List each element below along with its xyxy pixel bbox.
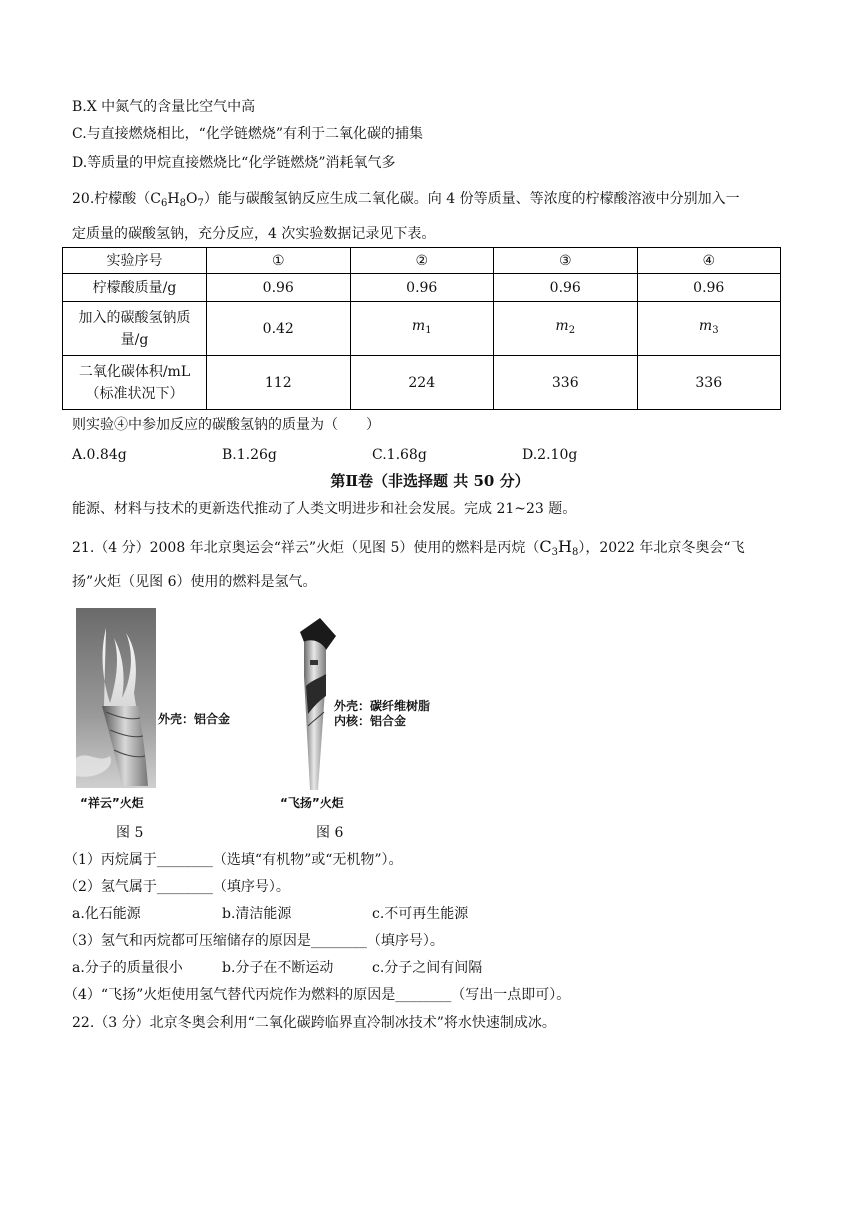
table-cell: ③ — [494, 248, 638, 274]
q20-text-a: 20.柠檬酸（ — [72, 191, 151, 207]
q20-text-b: ）能与碳酸氢钠反应生成二氧化碳。向 4 份等质量、等浓度的柠檬酸溶液中分别加入一 — [203, 191, 740, 207]
q22-stem: 22.（3 分）北京冬奥会利用“二氧化碳跨临界直冷制冰技术”将水快速制成冰。 — [72, 1015, 556, 1031]
q21-sub2: （2）氢气属于________（填序号）。 — [64, 879, 290, 895]
fig5-caption: “祥云”火炬 — [80, 796, 144, 810]
intro-text: 能源、材料与技术的更新迭代推动了人类文明进步和社会发展。完成 21~23 题。 — [72, 501, 577, 517]
q21-sub1: （1）丙烷属于________（选填“有机物”或“无机物”）。 — [64, 852, 403, 868]
table-cell: 柠檬酸质量/g — [63, 274, 207, 302]
table-cell: 实验序号 — [63, 248, 207, 274]
q20-option-b: B.1.26g — [222, 447, 277, 463]
citric-acid-formula: $C_6H_8O_7$ — [150, 191, 204, 209]
xiangyun-torch-image — [76, 608, 156, 788]
q21-sub2-option-c: c.不可再生能源 — [372, 906, 469, 922]
q21-sub3-option-c: c.分子之间有间隔 — [372, 960, 483, 976]
table-cell: 二氧化碳体积/mL （标准状况下） — [63, 356, 207, 410]
table-cell: 0.96 — [207, 274, 351, 302]
table-cell: ① — [207, 248, 351, 274]
q21-sub2-option-a: a.化石能源 — [72, 906, 141, 922]
table-cell: $m_1$ — [350, 302, 494, 356]
table-cell: 0.96 — [350, 274, 494, 302]
q21-sub3: （3）氢气和丙烷都可压缩储存的原因是________（填序号）。 — [64, 933, 444, 949]
q21-sub2-option-b: b.清洁能源 — [222, 906, 292, 922]
fig6-caption: “飞扬”火炬 — [280, 796, 344, 810]
q21-text-b: ），2022 年北京冬奥会“飞 — [578, 540, 745, 556]
option-b-text: B.X 中氮气的含量比空气中高 — [72, 99, 256, 115]
table-cell: 0.96 — [637, 274, 781, 302]
table-row — [63, 274, 781, 302]
table-cell: 0.96 — [494, 274, 638, 302]
fig5-shell-label: 外壳：铝合金 — [158, 712, 231, 726]
propane-formula: $C_3H_8$ — [539, 537, 579, 558]
q20-stem-line2: 定质量的碳酸氢钠，充分反应，4 次实验数据记录见下表。 — [72, 226, 436, 242]
table-cell: $m_2$ — [494, 302, 638, 356]
table-row — [63, 356, 781, 410]
q21-stem-line1 — [72, 537, 745, 563]
option-d-text: D.等质量的甲烷直接燃烧比“化学链燃烧”消耗氧气多 — [72, 155, 396, 171]
q20-stem-line1 — [72, 189, 740, 214]
table-cell: 0.42 — [207, 302, 351, 356]
fig6-number: 图 6 — [316, 825, 344, 841]
fig6-core-label: 内核：铝合金 — [334, 714, 407, 728]
feiyang-torch-image — [292, 616, 338, 792]
q20-option-c: C.1.68g — [372, 447, 427, 463]
table-cell: ② — [350, 248, 494, 274]
section-heading: 第Ⅱ卷（非选择题 共 50 分） — [330, 472, 530, 490]
q20-question: 则实验④中参加反应的碳酸氢钠的质量为（ ） — [72, 417, 380, 433]
table-cell: $m_3$ — [637, 302, 781, 356]
table-header-row — [63, 248, 781, 274]
table-cell: 336 — [637, 356, 781, 410]
option-c-text: C.与直接燃烧相比，“化学链燃烧”有利于二氧化碳的捕集 — [72, 126, 423, 142]
q21-sub4: （4）“飞扬”火炬使用氢气替代丙烷作为燃料的原因是________（写出一点即可）。 — [64, 987, 571, 1003]
q21-text-a: 21.（4 分）2008 年北京奥运会“祥云”火炬（见图 5）使用的燃料是丙烷（ — [72, 540, 540, 556]
q20-option-d: D.2.10g — [522, 447, 578, 463]
fig5-number: 图 5 — [116, 825, 144, 841]
fig6-shell-label: 外壳：碳纤维树脂 — [334, 699, 431, 713]
table-cell: 224 — [350, 356, 494, 410]
q21-sub3-option-b: b.分子在不断运动 — [222, 960, 334, 976]
q21-sub3-option-a: a.分子的质量很小 — [72, 960, 183, 976]
table-cell: 336 — [494, 356, 638, 410]
q21-stem-line2: 扬”火炬（见图 6）使用的燃料是氢气。 — [72, 574, 317, 590]
q20-option-a: A.0.84g — [72, 447, 127, 463]
table-cell: 加入的碳酸氢钠质 量/g — [63, 302, 207, 356]
table-row — [63, 302, 781, 356]
table-cell: ④ — [637, 248, 781, 274]
experiment-table — [62, 247, 781, 410]
table-cell: 112 — [207, 356, 351, 410]
